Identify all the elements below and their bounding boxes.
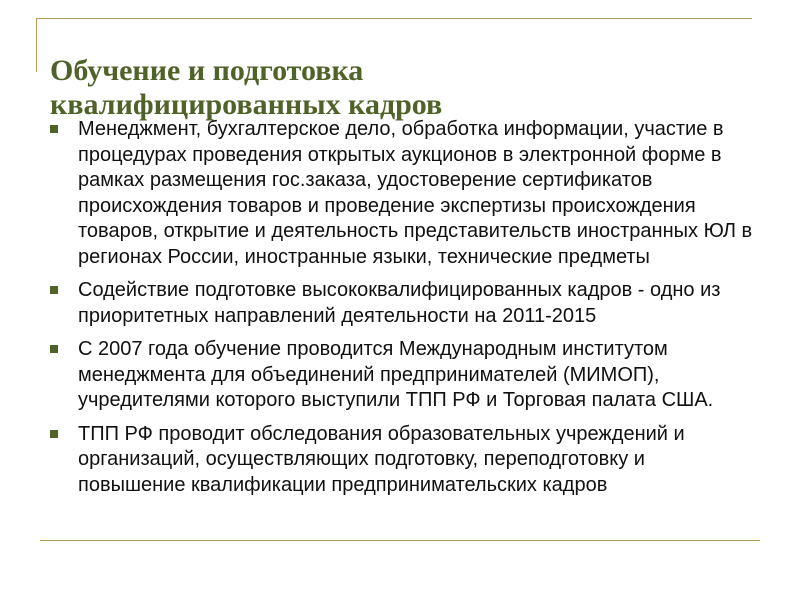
bullet-list [48, 117, 754, 506]
list-item [48, 422, 754, 499]
title-line-1: Обучение и подготовка [50, 54, 364, 88]
left-rule [36, 18, 37, 72]
slide-title [50, 54, 750, 122]
title-line-2: квалифицированных кадров [50, 88, 443, 122]
list-item-text: Менеджмент, бухгалтерское дело, обработка информации, участие в процедурах проведения открытых аукционов в электронной форме в рамках размещения гос.заказа, удостоверение сертификатов происхождения товаров и проведение экспертизы происхождения товаров, открытие и деятельность представительств иностранных ЮЛ в регионах России, иностранные языки, технические предметы [78, 118, 753, 268]
list-item-text: С 2007 года обучение проводится Международным институтом менеджмента для объединений предпринимателей (МИМОП), учредителями которого выступили ТПП РФ и Торговая палата США. [78, 338, 714, 411]
list-item [48, 337, 754, 414]
list-item [48, 278, 754, 329]
bottom-rule [40, 540, 760, 541]
square-bullet-icon [50, 430, 58, 438]
square-bullet-icon [50, 125, 58, 133]
square-bullet-icon [50, 345, 58, 353]
square-bullet-icon [50, 286, 58, 294]
list-item-text: Содействие подготовке высококвалифицированных кадров - одно из приоритетных направлений деятельности на 2011-2015 [78, 279, 721, 327]
list-item [48, 117, 754, 270]
top-rule [36, 18, 752, 19]
list-item-text: ТПП РФ проводит обследования образовательных учреждений и организаций, осуществляющих подготовку, переподготовку и повышение квалификации предпринимательских кадров [78, 422, 685, 496]
